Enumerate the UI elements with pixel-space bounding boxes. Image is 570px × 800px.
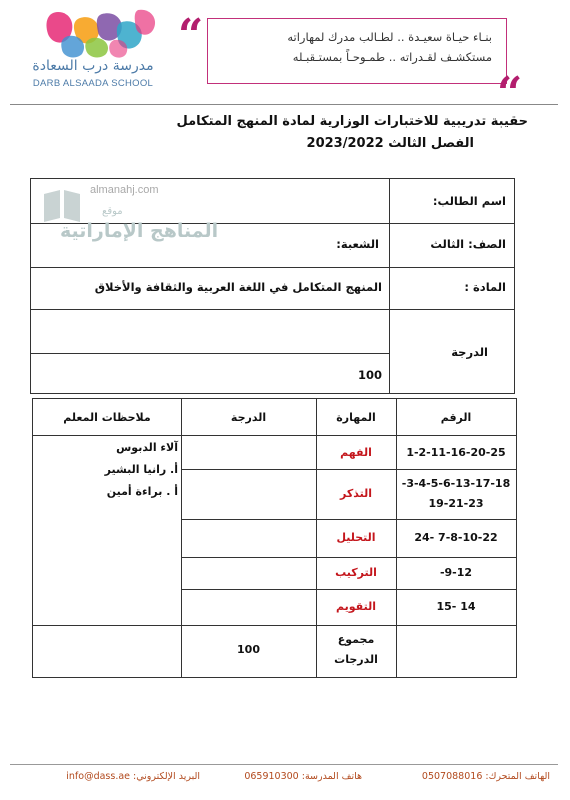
skills-table — [32, 398, 517, 678]
skills-col-divider — [181, 399, 182, 677]
watermark-url: almanahj.com — [90, 184, 159, 196]
watermark-site-name: المناهج الإماراتية — [60, 220, 219, 242]
watermark-site-small: موقع — [102, 206, 123, 217]
row-numbers: 14 -15 — [436, 600, 476, 613]
info-col-divider — [389, 179, 390, 393]
subject-label: المادة : — [464, 280, 506, 294]
teacher-name: أ. رانيا البشير — [104, 463, 178, 476]
total-value: 100 — [237, 643, 260, 656]
skills-header-divider — [33, 435, 516, 436]
skill-comprehension: الفهم — [340, 446, 372, 459]
logo-petals-graphic — [18, 8, 168, 60]
skills-row-divider — [181, 557, 516, 558]
skill-evaluation: التقويم — [336, 600, 376, 613]
footer-email: البريد الإلكتروني: info@dass.ae — [66, 771, 200, 782]
total-label-continued: الدرجات — [334, 653, 378, 666]
score-total: 100 — [357, 368, 382, 382]
student-name-label: اسم الطالب: — [432, 194, 506, 208]
info-row-divider — [31, 353, 389, 354]
total-label: مجموع — [337, 633, 375, 646]
info-row-divider — [31, 267, 514, 268]
skills-row-divider — [181, 469, 516, 470]
footer-mobile: الهاتف المتحرك: 0507088016 — [421, 771, 550, 782]
header-teacher-notes: ملاحظات المعلم — [63, 411, 151, 424]
footer-divider — [10, 764, 558, 765]
row-numbers-continued: 19-21-23 — [428, 497, 484, 510]
skills-total-divider — [33, 625, 516, 626]
document-term: الفصل الثالث 2023/2022 — [306, 136, 474, 151]
school-logo — [18, 8, 168, 96]
row-numbers: 3-4-5-6-13-17-18- — [401, 477, 511, 490]
row-numbers: 7-8-10-22 -24 — [414, 531, 498, 544]
closing-quote-icon: “ — [497, 68, 523, 119]
motto-line-1: بنـاء حيـاة سعيـدة .. لطـالب مدرك لمهاراته — [287, 30, 492, 44]
watermark-book-icon — [42, 188, 82, 224]
info-row-divider — [31, 309, 514, 310]
row-numbers: 9-12- — [439, 566, 473, 579]
skills-row-divider — [181, 519, 516, 520]
skill-synthesis: التركيب — [335, 566, 377, 579]
logo-latin-text: DARB ALSAADA SCHOOL — [32, 78, 154, 89]
document-title: حقيبة تدريبية للاختبارات الوزارية لمادة المنهج المتكامل — [176, 114, 528, 129]
footer-school-phone: هاتف المدرسة: 065910300 — [244, 771, 362, 782]
header-skill: المهارة — [336, 411, 376, 424]
section-label: الشعبة: — [336, 237, 379, 251]
watermark — [42, 184, 219, 254]
header-number: الرقم — [440, 411, 472, 424]
skill-recall: التذكر — [340, 487, 372, 500]
teacher-name: أ . براءة أمين — [106, 485, 178, 498]
header-divider — [10, 104, 558, 105]
skills-row-divider — [181, 589, 516, 590]
row-numbers: 1-2-11-16-20-25 — [406, 446, 506, 459]
opening-quote-icon: “ — [178, 10, 204, 61]
teacher-name: آلاء الدبوس — [116, 441, 178, 454]
grade-label: الصف: الثالث — [430, 237, 506, 251]
subject-value: المنهج المتكامل في اللغة العربية والثقافة والأخلاق — [94, 280, 382, 294]
school-motto-box — [207, 18, 507, 84]
motto-line-2: مستكشـف لقـدراته .. طمـوحـاً بمستـقبـله — [292, 50, 492, 64]
skill-analysis: التحليل — [336, 531, 376, 544]
score-label: الدرجة — [451, 345, 488, 359]
header-grade: الدرجة — [230, 411, 267, 424]
logo-arabic-text: مدرسة درب السعادة — [32, 58, 154, 74]
